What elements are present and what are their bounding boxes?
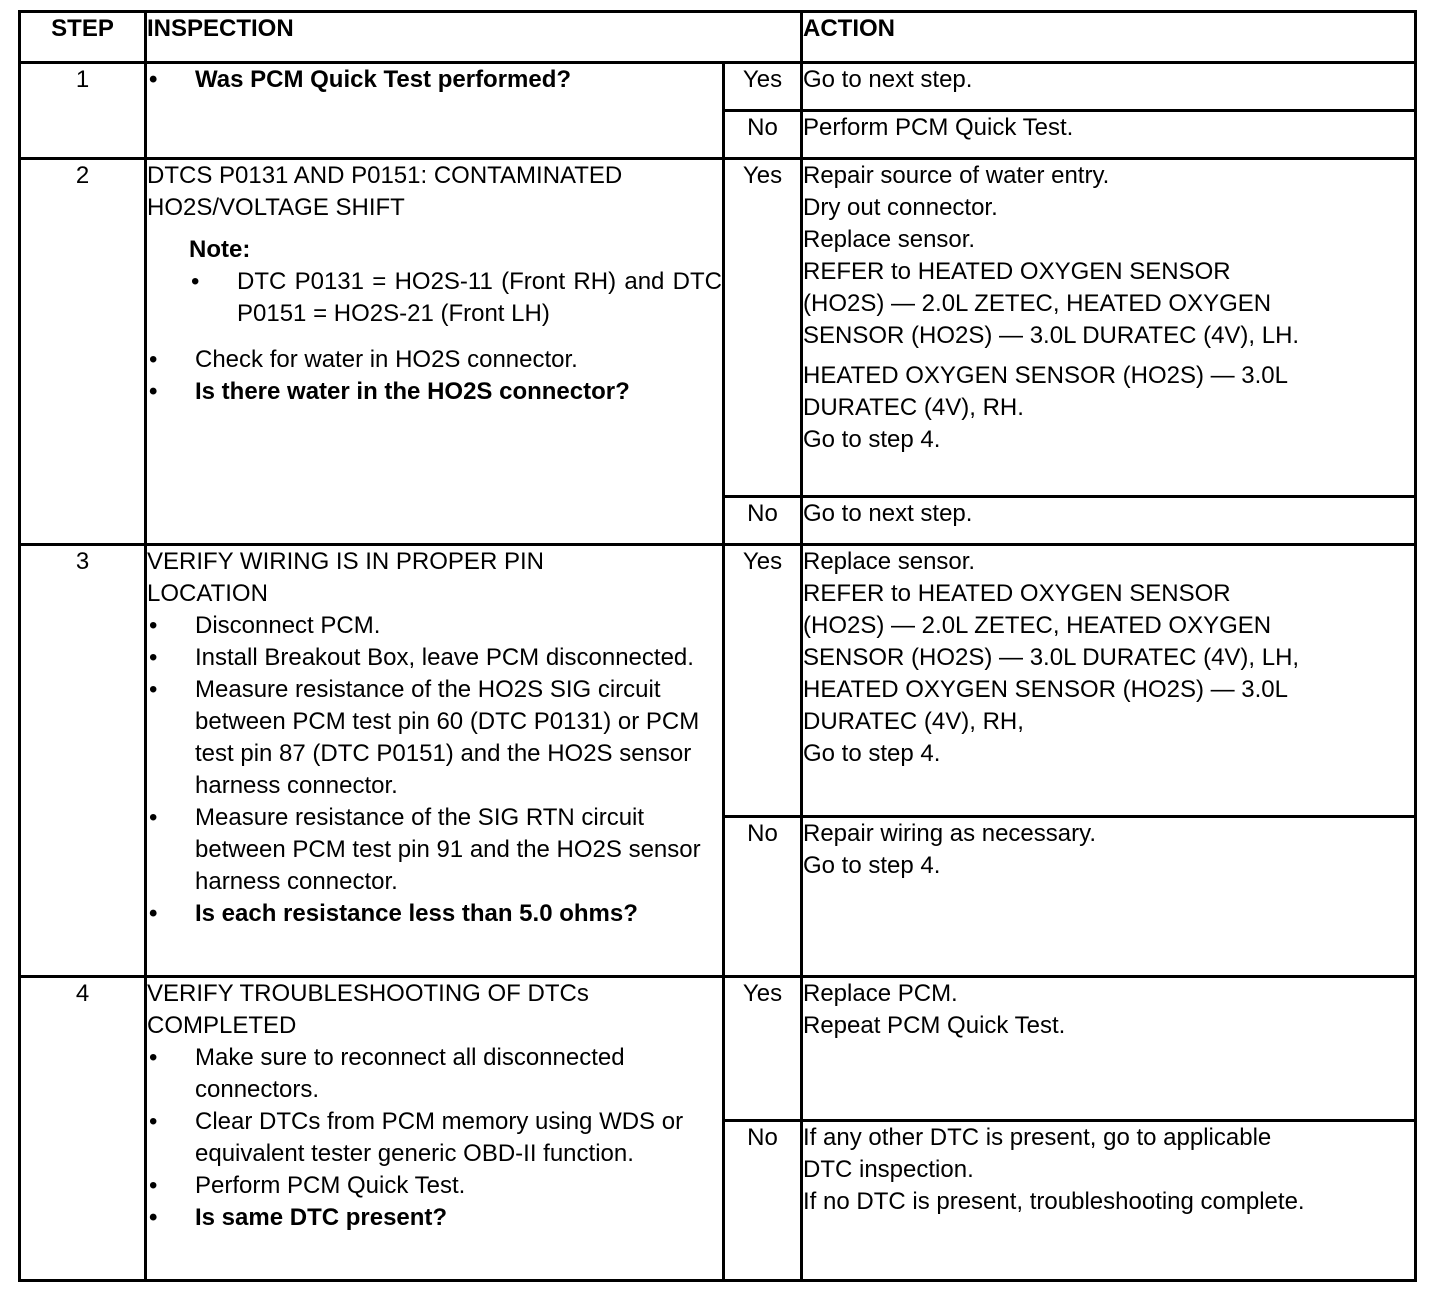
action-line: Go to step 4.	[803, 426, 941, 453]
diagnostic-table	[18, 10, 1417, 1282]
action-line: Go to step 4.	[803, 852, 941, 879]
answer-no: No	[724, 1121, 802, 1281]
action-line: DTC inspection.	[803, 1156, 974, 1183]
answer-yes: Yes	[724, 545, 802, 817]
action-line: (HO2S) — 2.0L ZETEC, HEATED OXYGEN	[803, 612, 1272, 639]
action-line: SENSOR (HO2S) — 3.0L DURATEC (4V), LH,	[803, 644, 1300, 671]
action-line: Go to step 4.	[803, 740, 941, 767]
action-line: DURATEC (4V), RH.	[803, 394, 1024, 421]
table-row	[20, 545, 1416, 817]
action-line: Replace PCM.	[803, 980, 958, 1007]
step-number: 4	[20, 977, 146, 1281]
header-row	[20, 12, 1416, 63]
inspection-title: COMPLETED	[147, 1012, 297, 1039]
action-line: REFER to HEATED OXYGEN SENSOR	[803, 258, 1231, 285]
action-line: Repeat PCM Quick Test.	[803, 1012, 1066, 1039]
action-line: REFER to HEATED OXYGEN SENSOR	[803, 580, 1231, 607]
action-header: ACTION	[802, 12, 1416, 63]
note-item: • DTC P0131 = HO2S-11 (Front RH) and DTC P0151 = HO2S-21 (Front LH)	[189, 266, 722, 330]
action-cell	[802, 497, 1416, 545]
answer-no: No	[724, 497, 802, 545]
action-line: Go to next step.	[803, 66, 973, 93]
action-line: Go to next step.	[803, 500, 973, 527]
inspection-step: • Check for water in HO2S connector.	[147, 344, 722, 376]
action-line: SENSOR (HO2S) — 3.0L DURATEC (4V), LH.	[803, 322, 1300, 349]
action-cell	[802, 545, 1416, 817]
inspection-step: • Make sure to reconnect all disconnected connectors.	[147, 1042, 722, 1106]
inspection-cell	[146, 545, 724, 977]
inspection-step: • Measure resistance of the SIG RTN circuit between PCM test pin 91 and the HO2S sensor harness connector.	[147, 802, 722, 898]
step-header: STEP	[20, 12, 146, 63]
action-line: Repair source of water entry.	[803, 162, 1110, 189]
action-line: Replace sensor.	[803, 548, 976, 575]
action-line: DURATEC (4V), RH,	[803, 708, 1024, 735]
inspection-title: VERIFY WIRING IS IN PROPER PIN	[147, 548, 544, 575]
answer-yes: Yes	[724, 63, 802, 111]
table-row	[20, 63, 1416, 111]
action-line: Repair wiring as necessary.	[803, 820, 1097, 847]
action-line: If any other DTC is present, go to applicable	[803, 1124, 1272, 1151]
step-number: 1	[20, 63, 146, 159]
inspection-step: • Clear DTCs from PCM memory using WDS or equivalent tester generic OBD-II function.	[147, 1106, 722, 1170]
inspection-step: • Perform PCM Quick Test.	[147, 1170, 722, 1202]
action-cell	[802, 977, 1416, 1121]
action-cell	[802, 159, 1416, 497]
action-line: HEATED OXYGEN SENSOR (HO2S) — 3.0L	[803, 676, 1289, 703]
inspection-cell	[146, 159, 724, 545]
inspection-title: VERIFY TROUBLESHOOTING OF DTCs	[147, 980, 589, 1007]
action-line: (HO2S) — 2.0L ZETEC, HEATED OXYGEN	[803, 290, 1272, 317]
table-row	[20, 159, 1416, 497]
table-row	[20, 977, 1416, 1121]
inspection-question: • Is same DTC present?	[147, 1202, 722, 1234]
inspection-title: LOCATION	[147, 580, 268, 607]
inspection-step: • Measure resistance of the HO2S SIG circuit between PCM test pin 60 (DTC P0131) or PCM test pin 87 (DTC P0151) and the HO2S sensor harness connector.	[147, 674, 722, 802]
action-cell	[802, 817, 1416, 977]
action-line: HEATED OXYGEN SENSOR (HO2S) — 3.0L	[803, 362, 1289, 389]
action-cell	[802, 63, 1416, 111]
inspection-step: • Install Breakout Box, leave PCM disconnected.	[147, 642, 722, 674]
inspection-title: HO2S/VOLTAGE SHIFT	[147, 194, 405, 221]
note-label: Note:	[189, 236, 251, 263]
action-line: Replace sensor.	[803, 226, 976, 253]
action-cell	[802, 1121, 1416, 1281]
action-line: Perform PCM Quick Test.	[803, 114, 1074, 141]
inspection-question: • Is each resistance less than 5.0 ohms?	[147, 898, 722, 930]
action-line: Dry out connector.	[803, 194, 998, 221]
step-number: 3	[20, 545, 146, 977]
inspection-step: • Disconnect PCM.	[147, 610, 722, 642]
inspection-question: • Is there water in the HO2S connector?	[147, 376, 722, 408]
answer-yes: Yes	[724, 159, 802, 497]
inspection-cell	[146, 63, 724, 159]
inspection-header: INSPECTION	[146, 12, 802, 63]
note-block	[189, 234, 722, 330]
inspection-question: • Was PCM Quick Test performed?	[147, 64, 722, 96]
answer-yes: Yes	[724, 977, 802, 1121]
answer-no: No	[724, 817, 802, 977]
step-number: 2	[20, 159, 146, 545]
action-line: If no DTC is present, troubleshooting complete.	[803, 1188, 1305, 1215]
inspection-cell	[146, 977, 724, 1281]
action-cell	[802, 111, 1416, 159]
inspection-title: DTCS P0131 AND P0151: CONTAMINATED	[147, 162, 623, 189]
answer-no: No	[724, 111, 802, 159]
